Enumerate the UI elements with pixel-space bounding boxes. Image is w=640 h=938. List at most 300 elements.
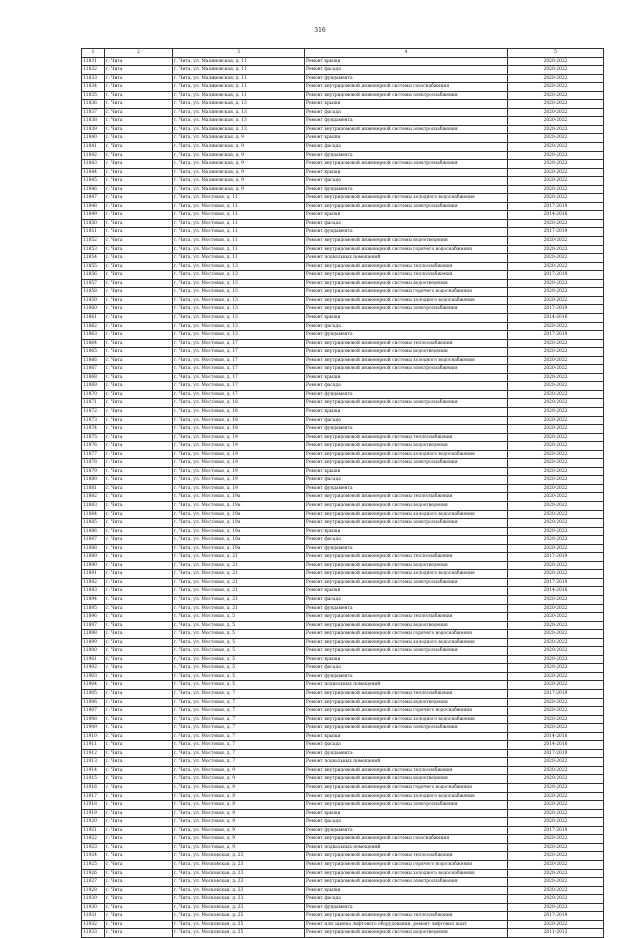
work-type-cell: Ремонт или замена лифтового оборудования, ремонт лифтовых шахт (305, 920, 508, 929)
row-number-cell: 11900 (82, 647, 105, 656)
row-number-cell: 11886 (82, 527, 105, 536)
row-number-cell: 11850 (82, 219, 105, 228)
address-cell: г. Чита, ул. Мостовая, д. 18 (173, 416, 305, 425)
locality-cell: г. Чита (105, 143, 173, 152)
address-cell: г. Чита, ул. Малиновская, д. 11 (173, 83, 305, 92)
period-cell: 2020-2022 (508, 843, 604, 852)
work-type-cell: Ремонт внутридомовой инженерной системы электроснабжения (305, 878, 508, 887)
table-row (82, 749, 604, 758)
period-cell: 2020-2022 (508, 57, 604, 66)
row-number-cell: 11856 (82, 271, 105, 280)
address-cell: г. Чита, ул. Московская, д. 23 (173, 878, 305, 887)
period-cell: 2017-2019 (508, 553, 604, 562)
table-row (82, 211, 604, 220)
period-cell: 2017-2019 (508, 826, 604, 835)
table-row (82, 895, 604, 904)
address-cell: г. Чита, ул. Мостовая, д. 11 (173, 237, 305, 246)
period-cell: 2020-2022 (508, 561, 604, 570)
work-type-cell: Ремонт подвальных помещений (305, 843, 508, 852)
table-row (82, 365, 604, 374)
work-type-cell: Ремонт внутридомовой инженерной системы водоотведения (305, 561, 508, 570)
table-row (82, 647, 604, 656)
row-number-cell: 11876 (82, 442, 105, 451)
locality-cell: г. Чита (105, 254, 173, 263)
locality-cell: г. Чита (105, 766, 173, 775)
work-type-cell: Ремонт внутридомовой инженерной системы холодного водоснабжения (305, 715, 508, 724)
address-cell: г. Чита, ул. Мостовая, д. 21 (173, 604, 305, 613)
row-number-cell: 11870 (82, 390, 105, 399)
table-row (82, 587, 604, 596)
row-number-cell: 11871 (82, 399, 105, 408)
period-cell: 2020-2022 (508, 399, 604, 408)
period-cell: 2020-2022 (508, 382, 604, 391)
work-type-cell: Ремонт крыши (305, 168, 508, 177)
row-number-cell: 11898 (82, 630, 105, 639)
period-cell: 2020-2022 (508, 356, 604, 365)
locality-cell: г. Чита (105, 587, 173, 596)
row-number-cell: 11922 (82, 835, 105, 844)
work-type-cell: Ремонт фасада (305, 536, 508, 545)
row-number-cell: 11887 (82, 536, 105, 545)
period-cell: 2020-2022 (508, 792, 604, 801)
locality-cell: г. Чита (105, 912, 173, 921)
column-header: 3 (173, 49, 305, 58)
table-row (82, 279, 604, 288)
period-cell: 2020-2022 (508, 254, 604, 263)
table-row (82, 578, 604, 587)
row-number-cell: 11892 (82, 578, 105, 587)
period-cell: 2020-2022 (508, 185, 604, 194)
row-number-cell: 11902 (82, 664, 105, 673)
table-row (82, 809, 604, 818)
row-number-cell: 11929 (82, 895, 105, 904)
period-cell: 2020-2022 (508, 83, 604, 92)
table-body (82, 57, 604, 937)
work-type-cell: Ремонт подвальных помещений (305, 254, 508, 263)
table-row (82, 818, 604, 827)
address-cell: г. Чита, ул. Мостовая, д. 11 (173, 245, 305, 254)
locality-cell: г. Чита (105, 57, 173, 66)
locality-cell: г. Чита (105, 672, 173, 681)
row-number-cell: 11882 (82, 493, 105, 502)
locality-cell: г. Чита (105, 459, 173, 468)
locality-cell: г. Чита (105, 698, 173, 707)
locality-cell: г. Чита (105, 843, 173, 852)
work-type-cell: Ремонт внутридомовой инженерной системы электроснабжения (305, 91, 508, 100)
work-type-cell: Ремонт внутридомовой инженерной системы электроснабжения (305, 519, 508, 528)
address-cell: г. Чита, ул. Мостовая, д. 19 (173, 459, 305, 468)
period-cell: 2020-2022 (508, 801, 604, 810)
locality-cell: г. Чита (105, 467, 173, 476)
period-cell: 2020-2022 (508, 604, 604, 613)
locality-cell: г. Чита (105, 613, 173, 622)
row-number-cell: 11933 (82, 929, 105, 938)
repair-schedule-table (81, 48, 604, 938)
address-cell: г. Чита, ул. Мостовая, д. 5 (173, 672, 305, 681)
table-row (82, 194, 604, 203)
work-type-cell: Ремонт внутридомовой инженерной системы теплоснабжения (305, 766, 508, 775)
work-type-cell: Ремонт фасада (305, 177, 508, 186)
locality-cell: г. Чита (105, 536, 173, 545)
row-number-cell: 11932 (82, 920, 105, 929)
row-number-cell: 11885 (82, 519, 105, 528)
locality-cell: г. Чита (105, 527, 173, 536)
period-cell: 2020-2022 (508, 809, 604, 818)
locality-cell: г. Чита (105, 647, 173, 656)
period-cell: 2017-2019 (508, 202, 604, 211)
address-cell: г. Чита, ул. Мостовая, д. 9 (173, 843, 305, 852)
period-cell: 2017-2019 (508, 690, 604, 699)
address-cell: г. Чита, ул. Мостовая, д. 7 (173, 741, 305, 750)
work-type-cell: Ремонт внутридомовой инженерной системы электроснабжения (305, 399, 508, 408)
locality-cell: г. Чита (105, 860, 173, 869)
address-cell: г. Чита, ул. Мостовая, д. 19а (173, 527, 305, 536)
locality-cell: г. Чита (105, 313, 173, 322)
period-cell: 2017-2019 (508, 578, 604, 587)
table-row (82, 929, 604, 938)
locality-cell: г. Чита (105, 237, 173, 246)
address-cell: г. Чита, ул. Мостовая, д. 9 (173, 809, 305, 818)
work-type-cell: Ремонт внутридомовой инженерной системы холодного водоснабжения (305, 296, 508, 305)
row-number-cell: 11901 (82, 655, 105, 664)
column-header: 4 (305, 49, 508, 58)
table-row (82, 399, 604, 408)
address-cell: г. Чита, ул. Малиновская, д. 9 (173, 143, 305, 152)
work-type-cell: Ремонт внутридомовой инженерной системы электроснабжения (305, 365, 508, 374)
row-number-cell: 11888 (82, 544, 105, 553)
work-type-cell: Ремонт фундамента (305, 151, 508, 160)
table-row (82, 553, 604, 562)
locality-cell: г. Чита (105, 66, 173, 75)
table-row (82, 57, 604, 66)
address-cell: г. Чита, ул. Мостовая, д. 17 (173, 356, 305, 365)
locality-cell: г. Чита (105, 382, 173, 391)
work-type-cell: Ремонт крыши (305, 100, 508, 109)
address-cell: г. Чита, ул. Мостовая, д. 5 (173, 655, 305, 664)
address-cell: г. Чита, ул. Малиновская, д. 9 (173, 177, 305, 186)
work-type-cell: Ремонт фундамента (305, 390, 508, 399)
period-cell: 2020-2022 (508, 501, 604, 510)
locality-cell: г. Чита (105, 715, 173, 724)
work-type-cell: Ремонт фасада (305, 322, 508, 331)
locality-cell: г. Чита (105, 826, 173, 835)
table-row (82, 467, 604, 476)
locality-cell: г. Чита (105, 690, 173, 699)
locality-cell: г. Чита (105, 621, 173, 630)
table-row (82, 348, 604, 357)
row-number-cell: 11891 (82, 570, 105, 579)
row-number-cell: 11861 (82, 313, 105, 322)
work-type-cell: Ремонт внутридомовой инженерной системы водоотведения (305, 501, 508, 510)
locality-cell: г. Чита (105, 117, 173, 126)
table-row (82, 570, 604, 579)
period-cell: 2020-2022 (508, 895, 604, 904)
work-type-cell: Ремонт фундамента (305, 117, 508, 126)
period-cell: 2017-2019 (508, 228, 604, 237)
row-number-cell: 11911 (82, 741, 105, 750)
work-type-cell: Ремонт фасада (305, 596, 508, 605)
locality-cell: г. Чита (105, 869, 173, 878)
address-cell: г. Чита, ул. Мостовая, д. 17 (173, 373, 305, 382)
work-type-cell: Ремонт крыши (305, 134, 508, 143)
period-cell: 2020-2022 (508, 672, 604, 681)
row-number-cell: 11834 (82, 83, 105, 92)
page-number: 316 (314, 27, 326, 34)
work-type-cell: Ремонт внутридомовой инженерной системы водоотведения (305, 348, 508, 357)
work-type-cell: Ремонт внутридомовой инженерной системы газоснабжения (305, 83, 508, 92)
table-row (82, 476, 604, 485)
address-cell: г. Чита, ул. Мостовая, д. 7 (173, 724, 305, 733)
locality-cell: г. Чита (105, 707, 173, 716)
table-row (82, 228, 604, 237)
period-cell: 2020-2022 (508, 390, 604, 399)
work-type-cell: Ремонт фундамента (305, 903, 508, 912)
row-number-cell: 11905 (82, 690, 105, 699)
period-cell: 2020-2022 (508, 74, 604, 83)
row-number-cell: 11915 (82, 775, 105, 784)
address-cell: г. Чита, ул. Мостовая, д. 19 (173, 476, 305, 485)
locality-cell: г. Чита (105, 91, 173, 100)
period-cell: 2020-2022 (508, 237, 604, 246)
work-type-cell: Ремонт внутридомовой инженерной системы теплоснабжения (305, 271, 508, 280)
work-type-cell: Ремонт внутридомовой инженерной системы электроснабжения (305, 578, 508, 587)
table-row (82, 852, 604, 861)
address-cell: г. Чита, ул. Мостовая, д. 9 (173, 801, 305, 810)
table-row (82, 66, 604, 75)
locality-cell: г. Чита (105, 484, 173, 493)
address-cell: г. Чита, ул. Мостовая, д. 19а (173, 493, 305, 502)
locality-cell: г. Чита (105, 416, 173, 425)
table-row (82, 160, 604, 169)
period-cell: 2020-2022 (508, 775, 604, 784)
table-row (82, 621, 604, 630)
locality-cell: г. Чита (105, 929, 173, 938)
work-type-cell: Ремонт внутридомовой инженерной системы электроснабжения (305, 160, 508, 169)
locality-cell: г. Чита (105, 83, 173, 92)
table-row (82, 784, 604, 793)
locality-cell: г. Чита (105, 407, 173, 416)
table-row (82, 459, 604, 468)
address-cell: г. Чита, ул. Мостовая, д. 13 (173, 262, 305, 271)
locality-cell: г. Чита (105, 596, 173, 605)
locality-cell: г. Чита (105, 288, 173, 297)
table-row (82, 732, 604, 741)
row-number-cell: 11843 (82, 160, 105, 169)
table-row (82, 826, 604, 835)
row-number-cell: 11903 (82, 672, 105, 681)
address-cell: г. Чита, ул. Московская, д. 23 (173, 886, 305, 895)
table-row (82, 664, 604, 673)
period-cell: 2017-2019 (508, 271, 604, 280)
locality-cell: г. Чита (105, 194, 173, 203)
locality-cell: г. Чита (105, 903, 173, 912)
row-number-cell: 11841 (82, 143, 105, 152)
row-number-cell: 11918 (82, 801, 105, 810)
address-cell: г. Чита, ул. Мостовая, д. 13 (173, 279, 305, 288)
row-number-cell: 11859 (82, 296, 105, 305)
address-cell: г. Чита, ул. Мостовая, д. 21 (173, 553, 305, 562)
address-cell: г. Чита, ул. Мостовая, д. 9 (173, 826, 305, 835)
work-type-cell: Ремонт внутридомовой инженерной системы водоотведения (305, 698, 508, 707)
work-type-cell: Ремонт внутридомовой инженерной системы электроснабжения (305, 202, 508, 211)
work-type-cell: Ремонт фасада (305, 382, 508, 391)
table-row (82, 219, 604, 228)
address-cell: г. Чита, ул. Малиновская, д. 13 (173, 100, 305, 109)
address-cell: г. Чита, ул. Малиновская, д. 11 (173, 66, 305, 75)
table-row (82, 835, 604, 844)
table-row (82, 690, 604, 699)
period-cell: 2020-2022 (508, 279, 604, 288)
row-number-cell: 11846 (82, 185, 105, 194)
locality-cell: г. Чита (105, 296, 173, 305)
period-cell: 2014-2016 (508, 313, 604, 322)
work-type-cell: Ремонт внутридомовой инженерной системы холодного водоснабжения (305, 194, 508, 203)
row-number-cell: 11889 (82, 553, 105, 562)
work-type-cell: Ремонт внутридомовой инженерной системы электроснабжения (305, 459, 508, 468)
work-type-cell: Ремонт внутридомовой инженерной системы холодного водоснабжения (305, 792, 508, 801)
work-type-cell: Ремонт внутридомовой инженерной системы теплоснабжения (305, 433, 508, 442)
table-row (82, 707, 604, 716)
address-cell: г. Чита, ул. Московская, д. 23 (173, 895, 305, 904)
address-cell: г. Чита, ул. Мостовая, д. 13 (173, 271, 305, 280)
period-cell: 2020-2022 (508, 784, 604, 793)
row-number-cell: 11865 (82, 348, 105, 357)
work-type-cell: Ремонт внутридомовой инженерной системы теплоснабжения (305, 852, 508, 861)
work-type-cell: Ремонт фасада (305, 476, 508, 485)
work-type-cell: Ремонт крыши (305, 809, 508, 818)
row-number-cell: 11879 (82, 467, 105, 476)
period-cell: 2020-2022 (508, 467, 604, 476)
locality-cell: г. Чита (105, 553, 173, 562)
row-number-cell: 11893 (82, 587, 105, 596)
row-number-cell: 11867 (82, 365, 105, 374)
work-type-cell: Ремонт внутридомовой инженерной системы водоотведения (305, 621, 508, 630)
address-cell: г. Чита, ул. Московская, д. 23 (173, 903, 305, 912)
table-row (82, 245, 604, 254)
table-row (82, 536, 604, 545)
period-cell: 2020-2022 (508, 339, 604, 348)
locality-cell: г. Чита (105, 202, 173, 211)
work-type-cell: Ремонт внутридомовой инженерной системы теплоснабжения (305, 613, 508, 622)
row-number-cell: 11926 (82, 869, 105, 878)
row-number-cell: 11913 (82, 758, 105, 767)
row-number-cell: 11930 (82, 903, 105, 912)
period-cell: 2014-2016 (508, 741, 604, 750)
table-row (82, 125, 604, 134)
address-cell: г. Чита, ул. Мостовая, д. 17 (173, 390, 305, 399)
period-cell: 2014-2016 (508, 587, 604, 596)
table-row (82, 237, 604, 246)
address-cell: г. Чита, ул. Мостовая, д. 7 (173, 758, 305, 767)
period-cell: 2011-2013 (508, 929, 604, 938)
work-type-cell: Ремонт фундамента (305, 228, 508, 237)
address-cell: г. Чита, ул. Мостовая, д. 21 (173, 596, 305, 605)
work-type-cell: Ремонт внутридомовой инженерной системы горячего водоснабжения (305, 784, 508, 793)
row-number-cell: 11855 (82, 262, 105, 271)
period-cell: 2020-2022 (508, 100, 604, 109)
work-type-cell: Ремонт крыши (305, 886, 508, 895)
work-type-cell: Ремонт внутридомовой инженерной системы горячего водоснабжения (305, 707, 508, 716)
table-row (82, 758, 604, 767)
table-row (82, 151, 604, 160)
period-cell: 2020-2022 (508, 245, 604, 254)
work-type-cell: Ремонт внутридомовой инженерной системы водоотведения (305, 279, 508, 288)
locality-cell: г. Чита (105, 245, 173, 254)
period-cell: 2020-2022 (508, 296, 604, 305)
row-number-cell: 11863 (82, 331, 105, 340)
row-number-cell: 11837 (82, 108, 105, 117)
row-number-cell: 11836 (82, 100, 105, 109)
table-row (82, 484, 604, 493)
period-cell: 2020-2022 (508, 621, 604, 630)
period-cell: 2020-2022 (508, 724, 604, 733)
address-cell: г. Чита, ул. Мостовая, д. 11 (173, 219, 305, 228)
period-cell: 2020-2022 (508, 613, 604, 622)
locality-cell: г. Чита (105, 442, 173, 451)
locality-cell: г. Чита (105, 399, 173, 408)
address-cell: г. Чита, ул. Малиновская, д. 9 (173, 134, 305, 143)
row-number-cell: 11844 (82, 168, 105, 177)
address-cell: г. Чита, ул. Малиновская, д. 11 (173, 91, 305, 100)
address-cell: г. Чита, ул. Мостовая, д. 13 (173, 288, 305, 297)
address-cell: г. Чита, ул. Мостовая, д. 7 (173, 715, 305, 724)
locality-cell: г. Чита (105, 895, 173, 904)
work-type-cell: Ремонт внутридомовой инженерной системы теплоснабжения (305, 553, 508, 562)
work-type-cell: Ремонт фундамента (305, 74, 508, 83)
period-cell: 2020-2022 (508, 416, 604, 425)
address-cell: г. Чита, ул. Московская, д. 25 (173, 920, 305, 929)
locality-cell: г. Чита (105, 160, 173, 169)
address-cell: г. Чита, ул. Малиновская, д. 13 (173, 108, 305, 117)
period-cell: 2020-2022 (508, 536, 604, 545)
period-cell: 2020-2022 (508, 715, 604, 724)
locality-cell: г. Чита (105, 279, 173, 288)
row-number-cell: 11840 (82, 134, 105, 143)
period-cell: 2020-2022 (508, 288, 604, 297)
period-cell: 2020-2022 (508, 519, 604, 528)
table-row (82, 527, 604, 536)
row-number-cell: 11858 (82, 288, 105, 297)
work-type-cell: Ремонт внутридомовой инженерной системы холодного водоснабжения (305, 570, 508, 579)
row-number-cell: 11857 (82, 279, 105, 288)
table-row (82, 108, 604, 117)
work-type-cell: Ремонт внутридомовой инженерной системы теплоснабжения (305, 690, 508, 699)
address-cell: г. Чита, ул. Мостовая, д. 9 (173, 835, 305, 844)
table-row (82, 886, 604, 895)
address-cell: г. Чита, ул. Мостовая, д. 11 (173, 202, 305, 211)
address-cell: г. Чита, ул. Мостовая, д. 5 (173, 638, 305, 647)
row-number-cell: 11838 (82, 117, 105, 126)
address-cell: г. Чита, ул. Малиновская, д. 11 (173, 57, 305, 66)
locality-cell: г. Чита (105, 219, 173, 228)
locality-cell: г. Чита (105, 425, 173, 434)
locality-cell: г. Чита (105, 801, 173, 810)
table-row (82, 613, 604, 622)
period-cell: 2020-2022 (508, 766, 604, 775)
address-cell: г. Чита, ул. Мостовая, д. 7 (173, 732, 305, 741)
address-cell: г. Чита, ул. Мостовая, д. 9 (173, 775, 305, 784)
row-number-cell: 11927 (82, 878, 105, 887)
locality-cell: г. Чита (105, 775, 173, 784)
period-cell: 2020-2022 (508, 681, 604, 690)
period-cell: 2020-2022 (508, 66, 604, 75)
table-row (82, 912, 604, 921)
column-header: 1 (82, 49, 105, 58)
locality-cell: г. Чита (105, 878, 173, 887)
locality-cell: г. Чита (105, 741, 173, 750)
address-cell: г. Чита, ул. Мостовая, д. 5 (173, 621, 305, 630)
work-type-cell: Ремонт внутридомовой инженерной системы водоотведения (305, 442, 508, 451)
